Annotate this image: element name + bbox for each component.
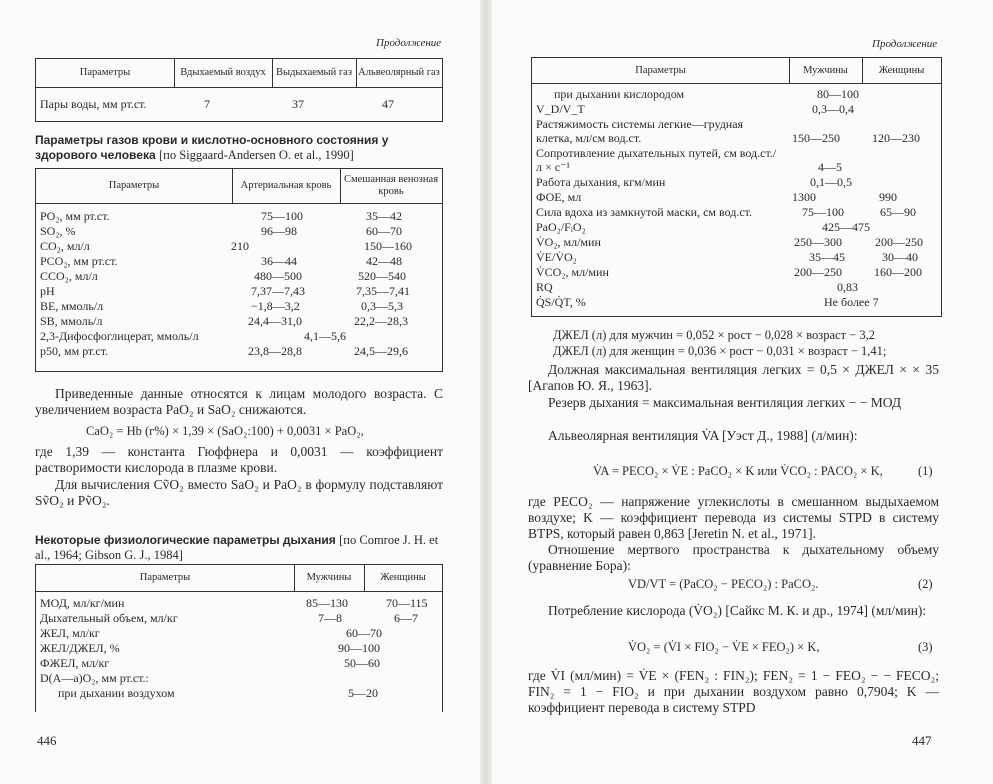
breathing-params-table: Параметры Мужчины Женщины МОД, мл/кг/мин 85—130 70—115 Дыхательный объем, мл/кг 7—8 6—7 ЖЕЛ, мл/кг 60—70 ЖЕЛ/ДЖЕЛ, % 90—100 ФЖЕЛ, мл/кг 50—60 D(A—a)O₂, мм рт.ст.: при дыхании воздухом 5—20 (35, 564, 443, 712)
paragraph: Альвеолярная вентиляция V̇A [Уэст Д., 1988] (л/мин): (548, 428, 858, 443)
formula: ДЖЕЛ (л) для мужчин = 0,052 × рост − 0,028 × возраст − 3,2 (553, 328, 875, 342)
paragraph: Для вычисления CṽO₂ вместо SaO₂ и PaO₂ в формулу подставляют SṽO₂ и PṽO₂. (35, 477, 443, 508)
formula: ДЖЕЛ (л) для женщин = 0,036 × рост − 0,031 × возраст − 1,41; (553, 344, 887, 358)
col-header-alveolar: Альвеолярный газ (358, 67, 440, 79)
blood-gas-heading: Параметры газов крови и кислотно-основного состояния у здорового человека [по Siggaard-Andersen O. et al., 1990] (35, 133, 389, 162)
col-header-params: Параметры (635, 64, 686, 76)
equation-number: (3) (918, 640, 933, 654)
equation-number: (2) (918, 577, 933, 591)
page-number: 447 (912, 733, 932, 748)
equation-number: (1) (918, 464, 933, 478)
col-header-venous: Смешанная венозная кровь (343, 174, 439, 197)
col-header-arterial: Артериальная кровь (240, 180, 332, 192)
col-header-women: Женщины (380, 572, 426, 584)
paragraph: где V̇I (мл/мин) = V̇E × (FEN₂ : FIN₂); FEN₂ = 1 − FEO₂ − − FECO₂; FIN₂ = 1 − FIO₂ и при дыхании воздухом равно 0,7904; K — коэффициент перевода в систему STPD (528, 668, 939, 715)
blood-gas-table: Параметры Артериальная кровь Смешанная венозная кровь PO₂, мм рт.ст. 75—100 35—42 SO₂, % 96—98 60—70 CO₂, мл/л 210 150—160 PCO₂, мм рт.ст. 36—44 42—48 CCO₂, мл/л 480—500 520—540 pH 7,37—7,43 7,35—7,41 BE, ммоль/л −1,8—3,2 0,3—5,3 SB, ммоль/л 24,4—31,0 22,2—28,3 2,3-Дифосфоглицерат, ммоль/л 4,1—5,6 p50, мм рт.ст. 23,8—28,8 24,5—29,6 (35, 168, 443, 372)
paragraph: Должная максимальная вентиляция легких = 0,5 × ДЖЕЛ × × 35 [Агапов Ю. Я., 1963]. (528, 362, 939, 393)
page-number: 446 (37, 733, 57, 748)
col-header-params: Параметры (139, 572, 191, 584)
equation: VD/VT = (PaCO₂ − PECO₂) : PaCO₂. (628, 577, 819, 591)
water-vapor-table: Параметры Вдыхаемый воздух Выдыхаемый газ Альвеолярный газ Пары воды, мм рт.ст. 7 37 47 (35, 58, 443, 122)
col-header-men: Мужчины (803, 64, 848, 76)
book-gutter (480, 0, 492, 784)
paragraph: Отношение мертвого пространства к дыхательному объему (уравнение Бора): (528, 542, 939, 573)
paragraph: где PECO₂ — напряжение углекислоты в смешанном выдыхаемом воздухе; K — коэффициент перевода из системы STPD в систему BTPS, который равен 0,863 [Jeretin N. et al., 1971]. (528, 494, 939, 541)
continuation-label: Продолжение (376, 37, 442, 49)
breathing-params-table-cont: Параметры Мужчины Женщины при дыхании кислородом 80—100 V_D/V_T 0,3—0,4 Растяжимость системы легкие—грудная клетка, мл/см вод.ст. 150—250 120—230 Сопротивление дыхательных путей, см вод.ст./л × с⁻¹ 4—5 Работа дыхания, кгм/мин 0,1—0,5 ФОЕ, мл 1300 990 Сила вдоха из замкнутой маски, см вод.ст. 75—100 65—90 PaO₂/FᵢO₂ 425—475 V̇O₂, мл/мин 250—300 200—250 V̇E/V̇O₂ 35—45 30—40 V̇CO₂, мл/мин 200—250 160—200 RQ 0,83 Q̇S/Q̇T, % Не более 7 (531, 57, 942, 317)
equation: V̇A = PECO₂ × V̇E : PaCO₂ × K или V̇CO₂ : PACO₂ × K, (593, 464, 883, 478)
col-header-inhaled: Вдыхаемый воздух (180, 67, 266, 79)
breathing-params-heading: Некоторые физиологические параметры дыхания [по Comroe J. H. et al., 1964; Gibson G. J., 1984] (35, 533, 439, 562)
paragraph: Резерв дыхания = максимальная вентиляция легких − − МОД (548, 395, 902, 410)
formula: CaO₂ = Hb (г%) × 1,39 × (SaO₂:100) + 0,0031 × PaO₂, (86, 424, 364, 438)
equation: V̇O₂ = (V̇I × FIO₂ − V̇E × FEO₂) × K, (628, 640, 820, 654)
col-header-exhaled: Выдыхаемый газ (276, 67, 352, 79)
col-header-params: Параметры (108, 180, 160, 192)
col-header-men: Мужчины (306, 572, 352, 584)
col-header-women: Женщины (878, 64, 925, 76)
continuation-label: Продолжение (872, 38, 938, 50)
col-header-params: Параметры (79, 67, 131, 79)
paragraph: Приведенные данные относятся к лицам молодого возраста. С увеличением возраста PaO₂ и SaO₂ снижаются. (35, 386, 443, 417)
paragraph: Потребление кислорода (V̇O₂) [Сайкс М. К. и др., 1974] (мл/мин): (548, 603, 927, 618)
paragraph: где 1,39 — константа Гюффнера и 0,0031 — коэффициент растворимости кислорода в плазме крови. (35, 444, 443, 475)
